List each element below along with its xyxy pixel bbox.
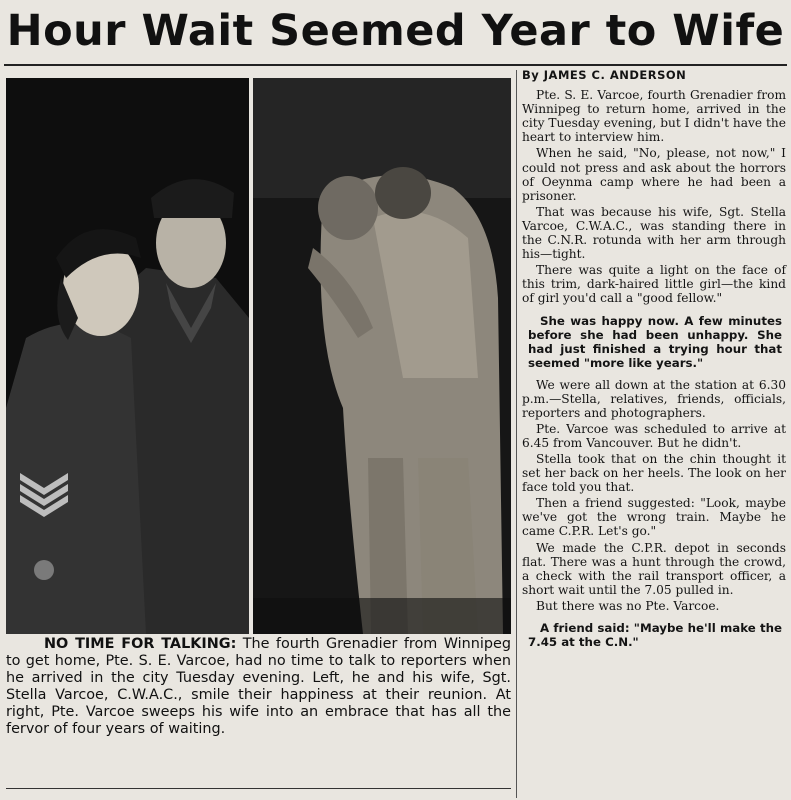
article-paragraph: Then a friend suggested: "Look, maybe we've got the wrong train. Maybe he came C.P.R. Let's go." [522, 496, 786, 539]
article-paragraph: We were all down at the station at 6.30 p.m.—Stella, relatives, friends, officials, reporters and photographers. [522, 377, 786, 420]
photo-left-couple [6, 78, 249, 634]
article-closing-bold: A friend said: "Maybe he'll make the 7.45 at the C.N." [528, 621, 782, 649]
article-paragraph: When he said, "No, please, not now," I could not press and ask about the horrors of Oeynma camp where he had been a prisoner. [522, 146, 786, 203]
article-paragraph: That was because his wife, Sgt. Stella Varcoe, C.W.A.C., was standing there in the C.N.R. rotunda with her arm through his—tight. [522, 204, 786, 262]
photo-right-embrace [253, 78, 511, 634]
article-paragraph: Pte. Varcoe was scheduled to arrive at 6.45 from Vancouver. But he didn't. [522, 421, 786, 450]
article-paragraph: Stella took that on the chin thought it set her back on her heels. The look on her face told you that. [522, 451, 786, 495]
photo-right-image [253, 78, 511, 634]
caption-lead: NO TIME FOR TALKING: [44, 636, 237, 652]
photo-caption [6, 636, 511, 738]
article-bold-paragraph: She was happy now. A few minutes before she had been unhappy. She had just finished a trying hour that seemed "more like years." [528, 313, 782, 370]
article-paragraph: Pte. S. E. Varcoe, fourth Grenadier from Winnipeg to return home, arrived in the city Tuesday evening, but I didn't have the heart to interview him. [522, 88, 786, 145]
caption-rule [6, 788, 511, 789]
headline: Hour Wait Seemed Year to Wife [6, 6, 785, 56]
column-divider [516, 70, 517, 798]
article-paragraph: But there was no Pte. Varcoe. [536, 598, 720, 613]
photo-left-image [6, 78, 249, 634]
article-column [522, 68, 786, 657]
headline-rule [4, 64, 787, 66]
article-paragraph: There was quite a light on the face of this trim, dark-haired little girl—the kind of girl you'd call a "good fellow." [522, 263, 786, 306]
caption-body: The fourth Grenadier from Winnipeg to get home, Pte. S. E. Varcoe, had no time to talk to reporters when he arrived in the city Tuesday evening. Left, he and his wife, Sgt. Stella Varcoe, C.W.A.C., smile their happiness at their reunion. At right, Pte. Varcoe sweeps his wife into an embrace that has all the fervor of four years of waiting. [6, 636, 511, 737]
byline: By JAMES C. ANDERSON [522, 68, 687, 82]
article-paragraph: We made the C.P.R. depot in seconds flat. There was a hunt through the crowd, a check with the rail transport officer, a short wait until the 7.05 pulled in. [522, 540, 786, 597]
